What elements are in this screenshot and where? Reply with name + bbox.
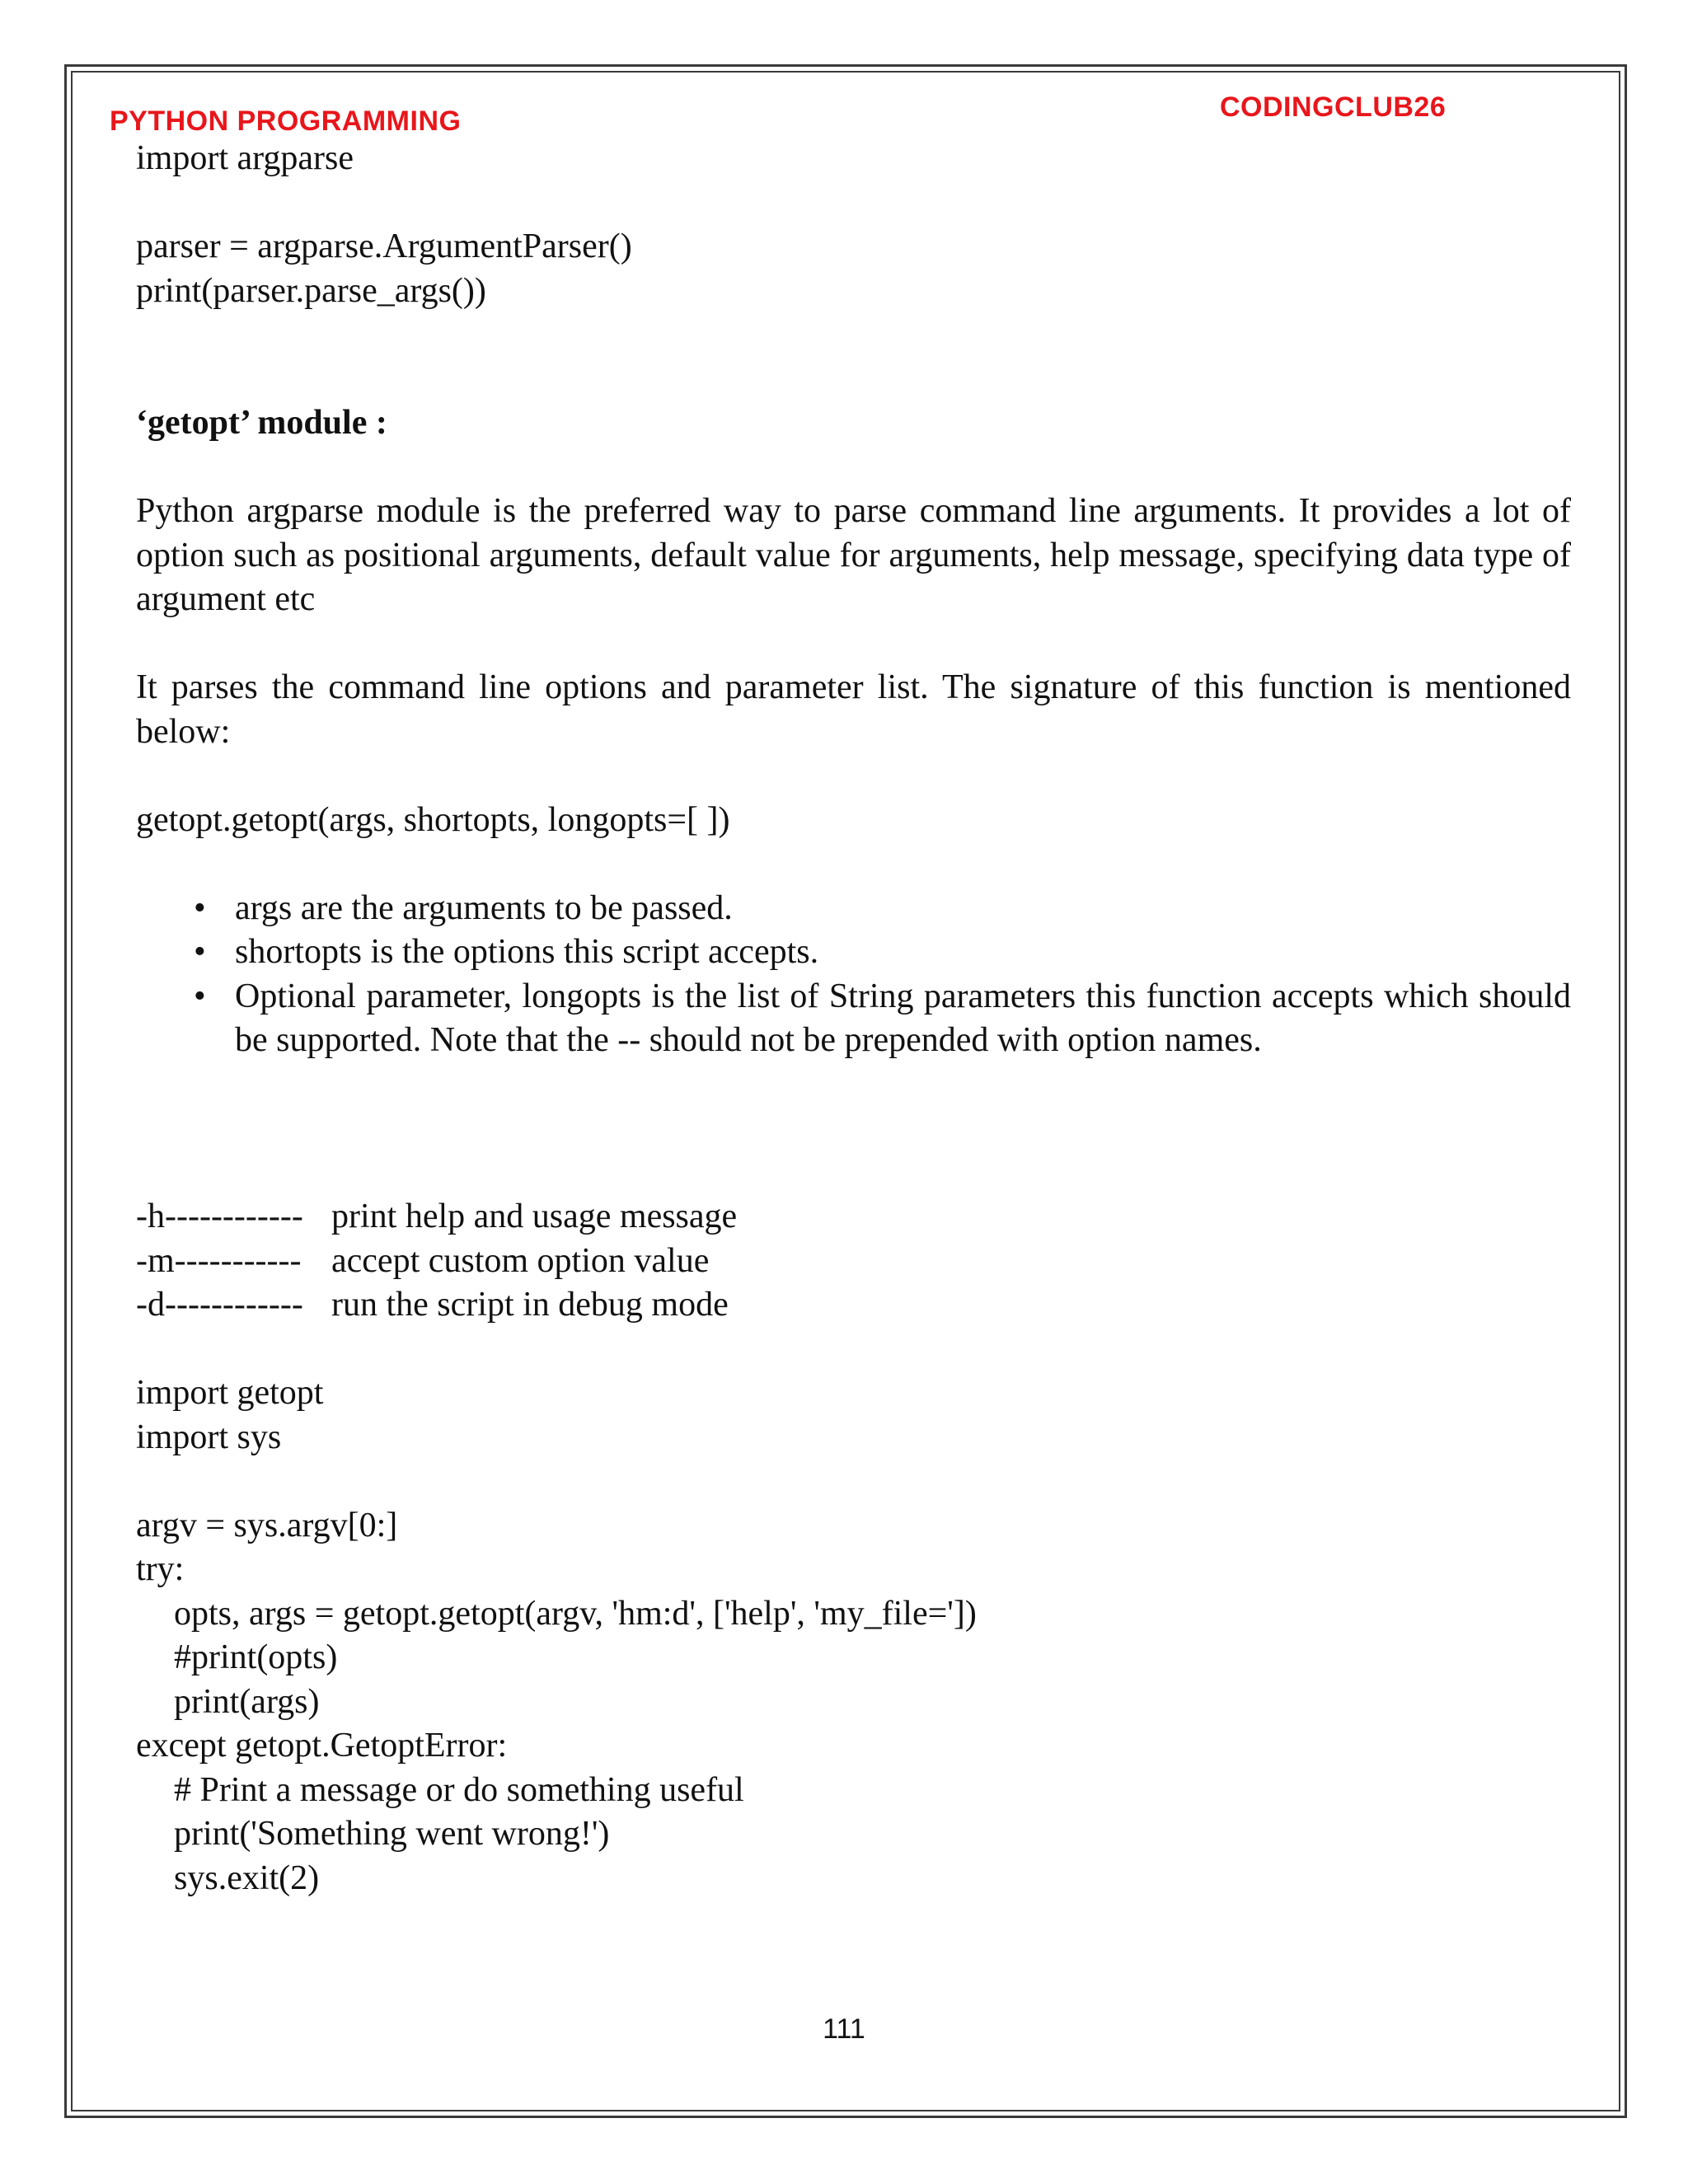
- page-content: [136, 137, 1571, 1900]
- code-line: parser = argparse.ArgumentParser(): [136, 227, 632, 265]
- code-line: print('Something went wrong!'): [174, 1815, 610, 1853]
- option-description: accept custom option value: [331, 1241, 710, 1280]
- option-separator: ------------: [165, 1197, 303, 1235]
- code-line: print(parser.parse_args()): [136, 271, 486, 310]
- code-line: sys.exit(2): [174, 1858, 320, 1897]
- code-line: print(args): [174, 1682, 320, 1721]
- option-description: print help and usage message: [331, 1197, 738, 1235]
- bullet-icon: •: [194, 933, 206, 971]
- function-signature: getopt.getopt(args, shortopts, longopts=[ ]): [136, 800, 730, 839]
- list-item-text: args are the arguments to be passed.: [235, 888, 733, 927]
- section-heading: ‘getopt’ module :: [136, 404, 387, 442]
- bullet-icon: •: [194, 977, 206, 1015]
- list-item: [136, 930, 1571, 975]
- option-flag: -d: [136, 1286, 165, 1324]
- option-separator: ------------: [165, 1286, 303, 1324]
- paragraph-signature-intro: It parses the command line options and parameter list. The signature of this function is mentioned below:: [136, 668, 1571, 751]
- page-number: 111: [823, 2013, 865, 2045]
- option-row: [136, 1240, 1571, 1284]
- code-line: except getopt.GetoptError:: [136, 1727, 508, 1765]
- code-line: opts, args = getopt.getopt(argv, 'hm:d', ['help', 'my_file=']): [174, 1594, 977, 1633]
- option-flag: -m: [136, 1241, 175, 1280]
- code-line: import getopt: [136, 1374, 324, 1412]
- option-description: run the script in debug mode: [331, 1286, 729, 1324]
- header-brand: CODINGCLUB26: [1220, 91, 1447, 123]
- list-item: [136, 975, 1571, 1063]
- code-line: # Print a message or do something useful: [174, 1770, 744, 1809]
- bullet-icon: •: [194, 888, 206, 927]
- option-row: [136, 1195, 1571, 1240]
- code-line: try:: [136, 1550, 185, 1588]
- list-item-text: Optional parameter, longopts is the list of String parameters this function accepts which should be supported. Note that the -- should not be prepended with option names.: [235, 977, 1571, 1059]
- code-line: import argparse: [136, 139, 354, 177]
- code-line: argv = sys.argv[0:]: [136, 1506, 398, 1544]
- paragraph-argparse: Python argparse module is the preferred way to parse command line arguments. It provides a lot of option such as positional arguments, default value for arguments, help message, specifying data type of argument etc: [136, 492, 1571, 618]
- header-title: PYTHON PROGRAMMING: [110, 105, 462, 137]
- option-flag: -h: [136, 1197, 165, 1235]
- option-row: [136, 1283, 1571, 1328]
- code-line: import sys: [136, 1418, 282, 1456]
- option-separator: -----------: [174, 1241, 302, 1280]
- list-item-text: shortopts is the options this script accepts.: [235, 933, 819, 971]
- list-item: [136, 887, 1571, 931]
- code-line: #print(opts): [174, 1638, 338, 1676]
- parameter-list: [136, 887, 1571, 1063]
